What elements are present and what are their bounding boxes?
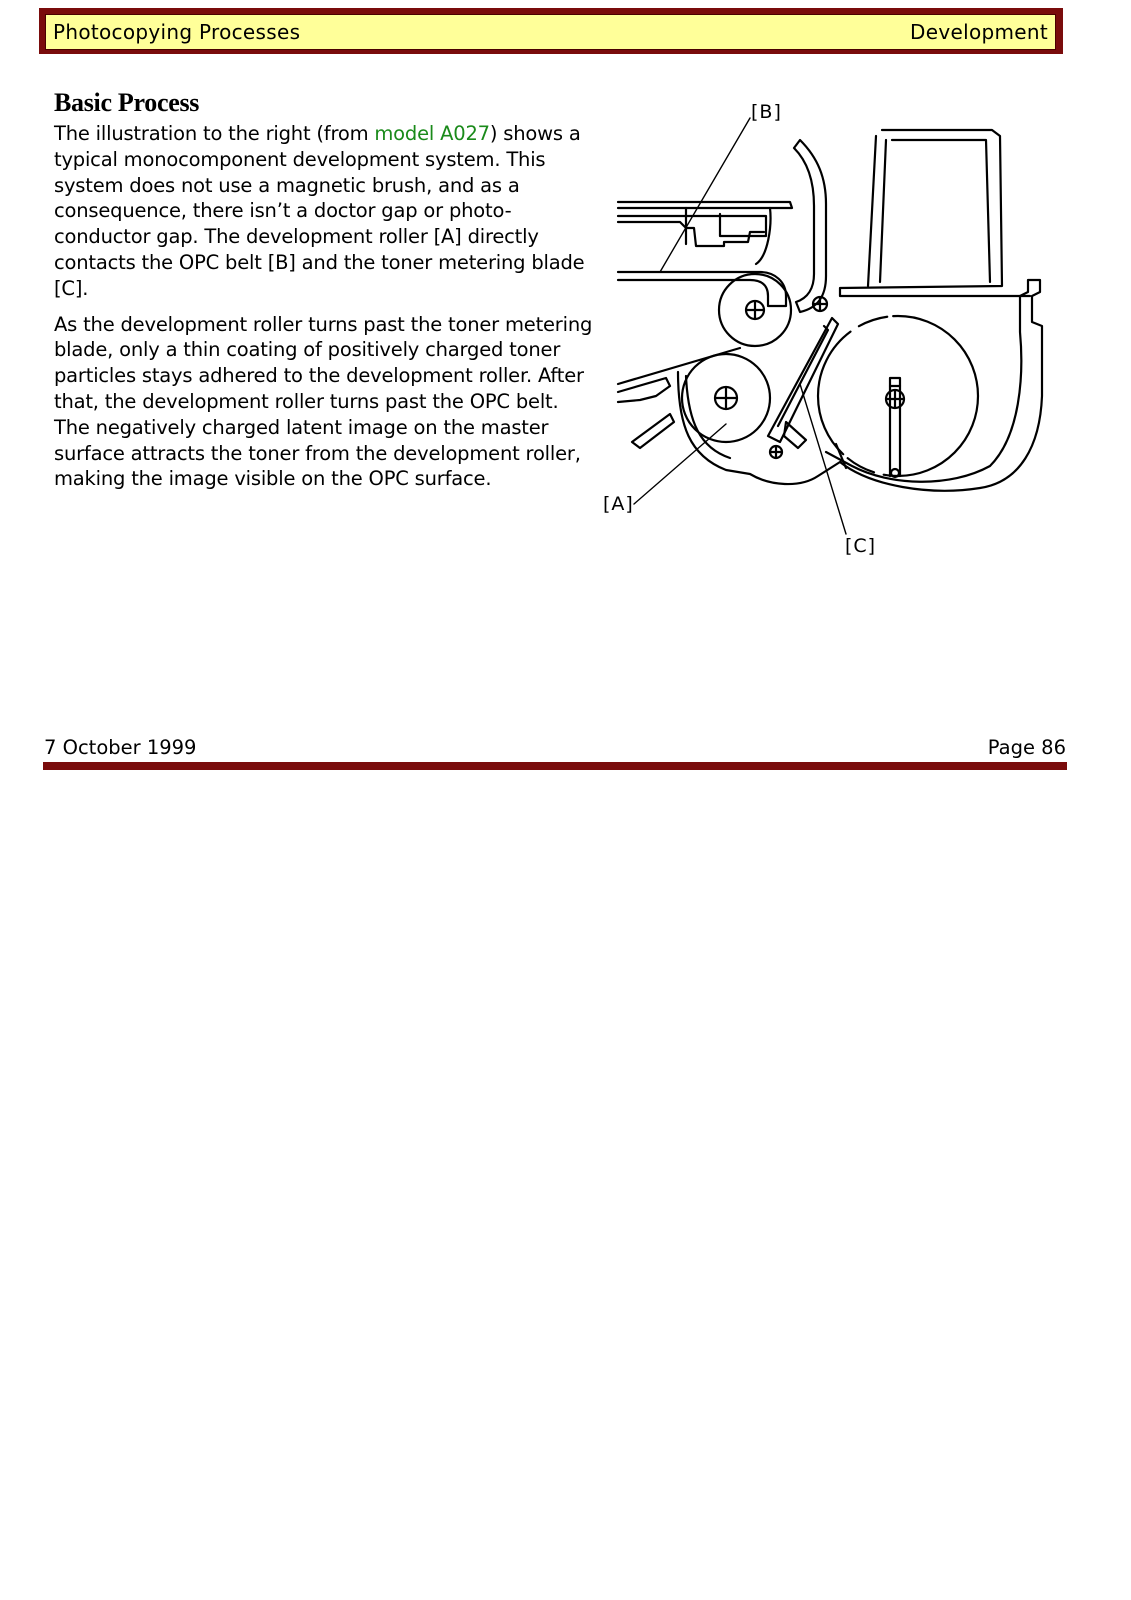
footer-rule — [43, 762, 1067, 770]
header-chapter-title: Development — [910, 20, 1048, 44]
paragraph-process: As the development roller turns past the toner metering blade, only a thin coating of positively charged toner particles stays adhered to the development roller. After that, the development roller turns past the OPC belt. The negatively charged latent image on the master surface attracts the toner from the development roller, making the image visible on the OPC surface. — [54, 312, 593, 491]
footer — [44, 736, 1066, 759]
label-c: [C] — [845, 535, 877, 557]
development-system-diagram — [600, 96, 1060, 568]
paragraph-intro-start: The illustration to the right (from — [54, 122, 375, 145]
header-bar — [45, 14, 1056, 50]
label-b: [B] — [751, 101, 782, 123]
label-a: [A] — [603, 493, 634, 515]
header-section-title: Photocopying Processes — [53, 20, 301, 44]
footer-page-number: Page 86 — [987, 736, 1066, 759]
page-title: Basic Process — [54, 88, 200, 117]
body-text — [54, 121, 594, 502]
paragraph-intro — [54, 121, 594, 302]
model-link[interactable]: model A027 — [374, 122, 490, 145]
development-system-illustration — [600, 96, 1060, 568]
paragraph-intro-end: ) shows a typical monocomponent development system. This system does not use a magnetic brush, and as a consequence, there isn’t a doctor gap or photo-conductor gap. The development roller [A] directly contacts the OPC belt [B] and the toner metering blade [C]. — [54, 122, 585, 300]
footer-date: 7 October 1999 — [44, 736, 197, 759]
